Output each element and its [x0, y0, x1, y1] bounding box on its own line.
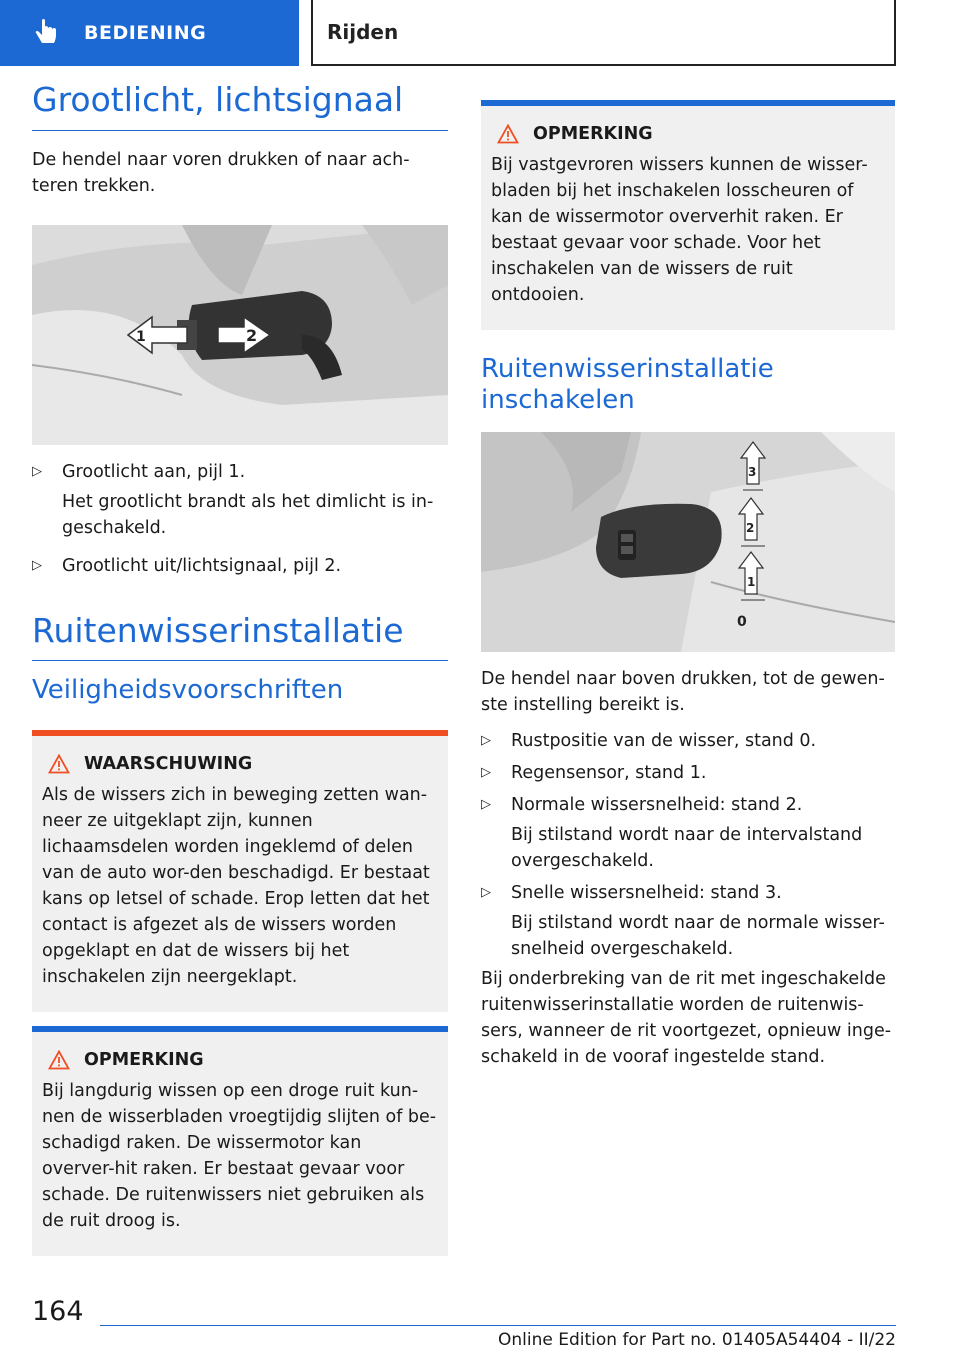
figure-label-1: 1 [747, 575, 756, 590]
note-label: OPMERKING [84, 1050, 204, 1071]
chapter-tab [311, 0, 896, 66]
highbeam-lever-figure [32, 225, 448, 445]
triangle-bullet-icon: ▷ [481, 797, 491, 813]
note-text: Bij vastgevroren wissers kunnen de wisser-bladen bij het inschakelen losscheuren of kan de wissermotor oververhit raken. Er bestaat gevaar voor schade. Voor het inschakelen van de wissers de ruit ontdooien. [491, 155, 868, 305]
warning-triangle-icon [48, 1050, 70, 1070]
list-item: ▷ Snelle wissersnelheid: stand 3. Bij stilstand wordt naar de normale wisser-snelheid overgeschakeld. [481, 880, 895, 962]
right-column [481, 100, 895, 1070]
triangle-bullet-icon: ▷ [481, 733, 491, 749]
warning-box [32, 730, 448, 1012]
list-item: ▷ Grootlicht uit/lichtsignaal, pijl 2. [32, 553, 448, 579]
note-label: OPMERKING [533, 124, 653, 144]
figure-label-3: 3 [748, 465, 757, 480]
warning-label: WAARSCHUWING [84, 754, 253, 775]
hand-pointer-icon [30, 17, 62, 49]
left-column [32, 80, 448, 1256]
figure-label-2: 2 [746, 521, 755, 536]
outro-text: Bij onderbreking van de rit met ingeschakelde ruitenwisserinstallatie worden de ruitenwis-sers, wanneer de rit voortgezet, opnieuw inge-schakeld in de vooraf ingestelde stand. [481, 969, 892, 1068]
note-box [481, 100, 895, 330]
triangle-bullet-icon: ▷ [32, 557, 42, 573]
intro-text: De hendel naar boven drukken, tot de gewen-ste instelling bereikt is. [481, 669, 885, 716]
triangle-bullet-icon: ▷ [481, 765, 491, 781]
wiper-list [481, 728, 895, 962]
section-heading: Ruitenwisserinstallatie [32, 611, 448, 662]
section-label: BEDIENING [84, 22, 207, 44]
subsection-heading: Veiligheidsvoorschriften [32, 675, 344, 706]
note-box [32, 1026, 448, 1256]
section-tab [0, 0, 299, 66]
warning-triangle-icon [497, 124, 519, 144]
footer-divider [100, 1325, 896, 1326]
wiper-lever-figure [481, 432, 895, 652]
list-item: ▷ Rustpositie van de wisser, stand 0. [481, 728, 895, 754]
highbeam-list [32, 459, 448, 579]
warning-triangle-icon [48, 754, 70, 774]
figure-label-2: 2 [246, 325, 258, 345]
page-number: 164 [32, 1296, 84, 1327]
triangle-bullet-icon: ▷ [481, 885, 491, 901]
page-title: Grootlicht, lichtsignaal [32, 80, 448, 131]
list-item: ▷ Regensensor, stand 1. [481, 760, 895, 786]
warning-text: Als de wissers zich in beweging zetten wan-neer ze uitgeklapt zijn, kunnen lichaamsdelen worden ingeklemd of delen van de auto wor-den beschadigd. Er bestaat kans op letsel of schade. Erop letten dat het contact is afgezet als de wissers worden opgeklapt en dat de wissers bij het inschakelen zijn neergeklapt. [42, 785, 430, 988]
intro-text: De hendel naar voren drukken of naar ach-teren trekken. [32, 149, 410, 196]
chapter-label: Rijden [327, 20, 399, 44]
edition-text: Online Edition for Part no. 01405A54404 - II/22 [497, 1330, 896, 1350]
section-heading: Ruitenwisserinstallatie inschakelen [481, 354, 774, 416]
list-item: ▷ Grootlicht aan, pijl 1. Het grootlicht brandt als het dimlicht is in-geschakeld. [32, 459, 448, 541]
note-text: Bij langdurig wissen op een droge ruit kun-nen de wisserbladen vroegtijdig slijten of be-schadigd raken. De wissermotor kan overver-hit raken. Er bestaat gevaar voor schade. De ruitenwissers niet gebruiken als de ruit droog is. [42, 1081, 437, 1232]
figure-label-0: 0 [737, 614, 747, 631]
triangle-bullet-icon: ▷ [32, 463, 42, 479]
figure-label-1: 1 [136, 328, 146, 345]
list-item: ▷ Normale wissersnelheid: stand 2. Bij stilstand wordt naar de intervalstand overgeschakeld. [481, 792, 895, 874]
